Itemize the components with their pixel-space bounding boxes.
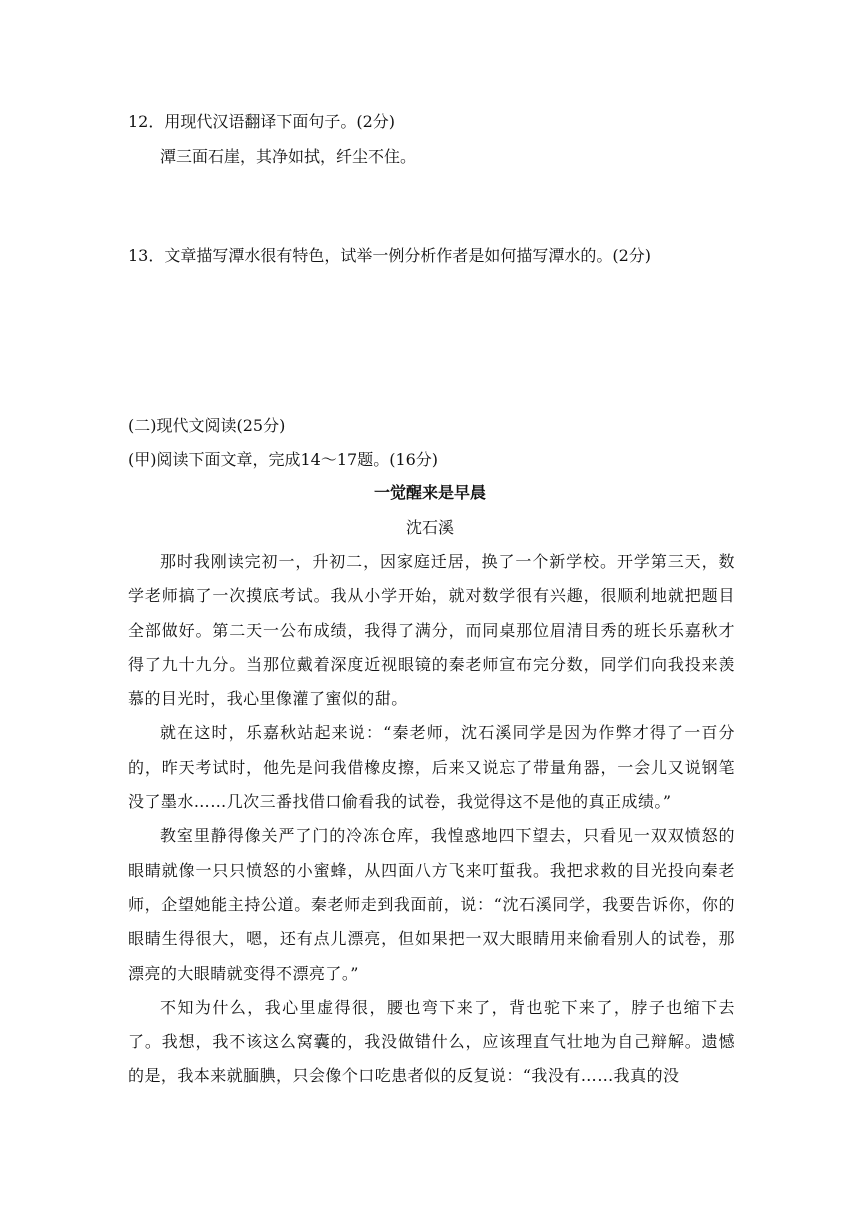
section-heading: (二)现代文阅读(25分) xyxy=(128,416,286,435)
article-paragraph: 不知为什么，我心里虚得很，腰也弯下来了，背也驼下来了，脖子也缩下去了。我想，我不该这么窝囊的，我没做错什么，应该理直气壮地为自己辩解。遗憾的是，我本来就腼腆，只会像个口吃患者似的反复说：“我没有……我真的没 xyxy=(128,997,735,1086)
question-12-prompt: 12．用现代汉语翻译下面句子。(2分) xyxy=(128,112,396,131)
article-paragraph: 教室里静得像关严了门的冷冻仓库，我惶惑地四下望去，只看见一双双愤怒的眼睛就像一只只愤怒的小蜜蜂，从四面八方飞来叮蜇我。我把求救的目光投向秦老师，企望她能主持公道。秦老师走到我面前，说：“沈石溪同学，我要告诉你，你的眼睛生得很大，嗯，还有点儿漂亮，但如果把一双大眼睛用来偷看别人的试卷，那漂亮的大眼睛就变得不漂亮了。” xyxy=(128,826,735,983)
article-author: 沈石溪 xyxy=(405,518,454,537)
article-paragraph: 就在这时，乐嘉秋站起来说：“秦老师，沈石溪同学是因为作弊才得了一百分的，昨天考试时，他先是问我借橡皮擦，后来又说忘了带量角器，一会儿又说钢笔没了墨水……几次三番找借口偷看我的试卷，我觉得这不是他的真正成绩。” xyxy=(128,723,735,812)
article-paragraph: 那时我刚读完初一，升初二，因家庭迁居，换了一个新学校。开学第三天，数学老师搞了一次摸底考试。我从小学开始，就对数学很有兴趣，很顺利地就把题目全部做好。第二天一公布成绩，我得了满分，而同桌那位眉清目秀的班长乐嘉秋才得了九十九分。当那位戴着深度近视眼镜的秦老师宣布完分数，同学们向我投来羡慕的目光时，我心里像灌了蜜似的甜。 xyxy=(128,552,735,709)
question-12-source-sentence: 潭三面石崖，其净如拭，纤尘不住。 xyxy=(160,147,417,166)
article-body xyxy=(128,545,735,1094)
question-13-prompt: 13．文章描写潭水很有特色，试举一例分析作者是如何描写潭水的。(2分) xyxy=(128,246,652,265)
article-title: 一觉醒来是早晨 xyxy=(373,483,486,502)
section-sub-heading: (甲)阅读下面文章，完成14～17题。(16分) xyxy=(128,450,439,469)
